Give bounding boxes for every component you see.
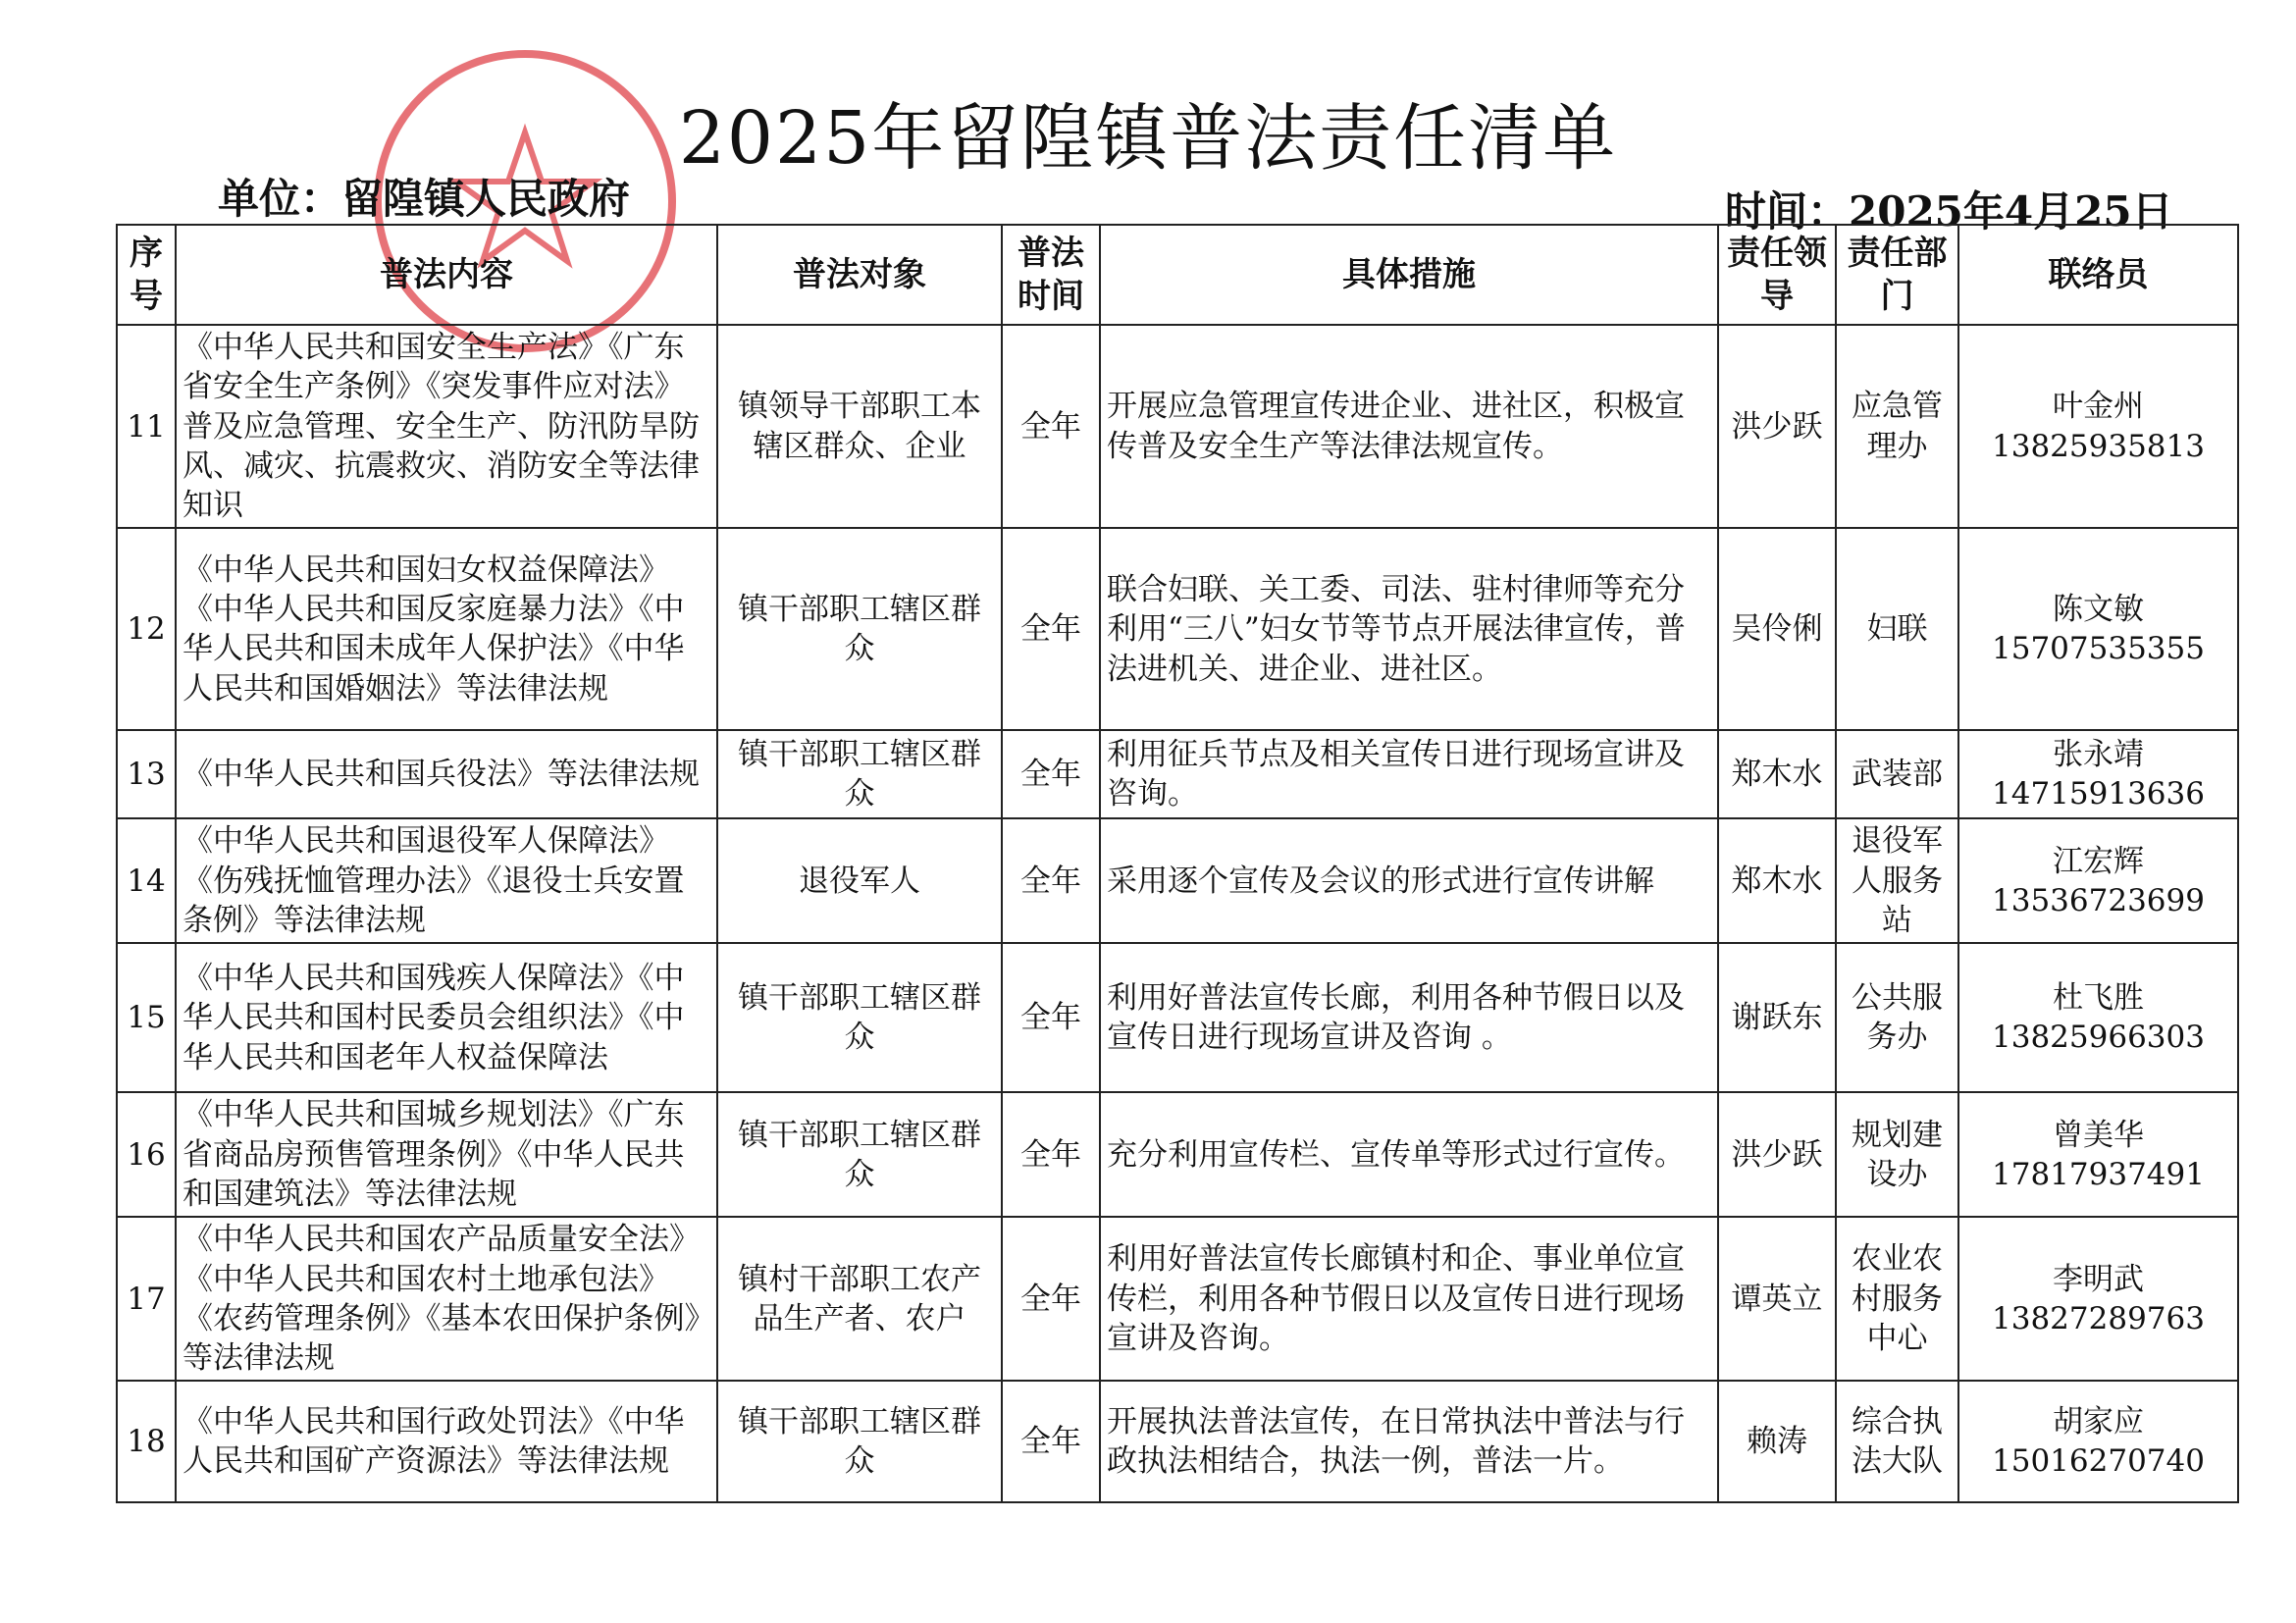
row-time: 全年 xyxy=(1002,943,1100,1092)
row-measures: 开展应急管理宣传进企业、进社区，积极宣传普及安全生产等法律法规宣传。 xyxy=(1100,325,1718,528)
row-leader: 赖涛 xyxy=(1718,1381,1836,1502)
row-contact xyxy=(1958,1217,2238,1381)
page-title: 2025年留隍镇普法责任清单 xyxy=(678,96,1618,181)
row-dept: 武装部 xyxy=(1836,730,1958,818)
contact-phone: 15016270740 xyxy=(1992,1443,2205,1480)
row-content: 《中华人民共和国妇女权益保障法》《中华人民共和国反家庭暴力法》《中华人民共和国未成年人保护法》《中华人民共和国婚姻法》等法律法规 xyxy=(176,528,717,730)
table-row xyxy=(117,1381,2238,1502)
table-row xyxy=(117,325,2238,528)
row-dept: 妇联 xyxy=(1836,528,1958,730)
row-measures: 利用好普法宣传长廊，利用各种节假日以及宣传日进行现场宣讲及咨询 。 xyxy=(1100,943,1718,1092)
row-measures: 采用逐个宣传及会议的形式进行宣传讲解 xyxy=(1100,818,1718,943)
row-seq: 12 xyxy=(117,528,176,730)
contact-phone: 13536723699 xyxy=(1992,882,2205,918)
row-leader: 洪少跃 xyxy=(1718,325,1836,528)
row-leader: 谭英立 xyxy=(1718,1217,1836,1381)
row-content: 《中华人民共和国农产品质量安全法》《中华人民共和国农村土地承包法》《农药管理条例》《基本农田保护条例》等法律法规 xyxy=(176,1217,717,1381)
responsibility-table xyxy=(116,224,2239,1503)
contact-phone: 14715913636 xyxy=(1992,776,2205,812)
row-time: 全年 xyxy=(1002,1381,1100,1502)
row-content: 《中华人民共和国退役军人保障法》《伤残抚恤管理办法》《退役士兵安置条例》等法律法规 xyxy=(176,818,717,943)
contact-name: 杜飞胜 xyxy=(2053,980,2144,1017)
row-leader: 郑木水 xyxy=(1718,818,1836,943)
row-contact xyxy=(1958,528,2238,730)
row-seq: 15 xyxy=(117,943,176,1092)
row-target: 退役军人 xyxy=(717,818,1002,943)
row-seq: 13 xyxy=(117,730,176,818)
header-target: 普法对象 xyxy=(717,225,1002,325)
row-contact xyxy=(1958,1092,2238,1217)
row-time: 全年 xyxy=(1002,818,1100,943)
row-leader: 洪少跃 xyxy=(1718,1092,1836,1217)
row-measures: 联合妇联、关工委、司法、驻村律师等充分利用“三八”妇女节等节点开展法律宣传，普法进机关、进企业、进社区。 xyxy=(1100,528,1718,730)
row-target: 镇村干部职工农产品生产者、农户 xyxy=(717,1217,1002,1381)
row-contact xyxy=(1958,730,2238,818)
row-dept: 农业农村服务中心 xyxy=(1836,1217,1958,1381)
row-target: 镇领导干部职工本辖区群众、企业 xyxy=(717,325,1002,528)
row-measures: 开展执法普法宣传，在日常执法中普法与行政执法相结合，执法一例，普法一片。 xyxy=(1100,1381,1718,1502)
table-row xyxy=(117,1217,2238,1381)
row-time: 全年 xyxy=(1002,1217,1100,1381)
header-time: 普法时间 xyxy=(1002,225,1100,325)
contact-name: 江宏辉 xyxy=(2053,843,2144,879)
row-seq: 14 xyxy=(117,818,176,943)
row-seq: 17 xyxy=(117,1217,176,1381)
table-header-row xyxy=(117,225,2238,325)
header-content: 普法内容 xyxy=(176,225,717,325)
row-seq: 18 xyxy=(117,1381,176,1502)
date-label: 时间：2025年4月25日 xyxy=(1725,187,2173,236)
row-contact xyxy=(1958,818,2238,943)
contact-name: 曾美华 xyxy=(2053,1117,2144,1153)
row-contact xyxy=(1958,1381,2238,1502)
contact-phone: 13825935813 xyxy=(1992,428,2205,464)
row-dept: 规划建设办 xyxy=(1836,1092,1958,1217)
row-dept: 退役军人服务站 xyxy=(1836,818,1958,943)
row-content: 《中华人民共和国行政处罚法》《中华人民共和国矿产资源法》等法律法规 xyxy=(176,1381,717,1502)
contact-name: 叶金州 xyxy=(2053,389,2144,425)
row-target: 镇干部职工辖区群众 xyxy=(717,730,1002,818)
row-contact xyxy=(1958,325,2238,528)
row-measures: 利用征兵节点及相关宣传日进行现场宣讲及咨询。 xyxy=(1100,730,1718,818)
contact-phone: 13825966303 xyxy=(1992,1020,2205,1056)
row-time: 全年 xyxy=(1002,528,1100,730)
row-target: 镇干部职工辖区群众 xyxy=(717,528,1002,730)
row-time: 全年 xyxy=(1002,730,1100,818)
row-dept: 公共服务办 xyxy=(1836,943,1958,1092)
row-dept: 应急管理办 xyxy=(1836,325,1958,528)
row-measures: 充分利用宣传栏、宣传单等形式过行宣传。 xyxy=(1100,1092,1718,1217)
row-time: 全年 xyxy=(1002,1092,1100,1217)
row-content: 《中华人民共和国残疾人保障法》《中华人民共和国村民委员会组织法》《中华人民共和国老年人权益保障法 xyxy=(176,943,717,1092)
header-contact: 联络员 xyxy=(1958,225,2238,325)
row-target: 镇干部职工辖区群众 xyxy=(717,1092,1002,1217)
table-row xyxy=(117,528,2238,730)
row-content: 《中华人民共和国兵役法》等法律法规 xyxy=(176,730,717,818)
contact-phone: 17817937491 xyxy=(1992,1156,2205,1192)
row-target: 镇干部职工辖区群众 xyxy=(717,943,1002,1092)
row-leader: 谢跃东 xyxy=(1718,943,1836,1092)
row-dept: 综合执法大队 xyxy=(1836,1381,1958,1502)
table-row xyxy=(117,730,2238,818)
row-contact xyxy=(1958,943,2238,1092)
contact-name: 张永靖 xyxy=(2053,737,2144,773)
row-content: 《中华人民共和国安全生产法》《广东省安全生产条例》《突发事件应对法》普及应急管理、安全生产、防汛防旱防风、减灾、抗震救灾、消防安全等法律知识 xyxy=(176,325,717,528)
header-measures: 具体措施 xyxy=(1100,225,1718,325)
contact-phone: 15707535355 xyxy=(1992,631,2205,667)
contact-name: 陈文敏 xyxy=(2053,592,2144,628)
contact-phone: 13827289763 xyxy=(1992,1300,2205,1336)
row-measures: 利用好普法宣传长廊镇村和企、事业单位宣传栏，利用各种节假日以及宣传日进行现场宣讲及咨询。 xyxy=(1100,1217,1718,1381)
row-seq: 16 xyxy=(117,1092,176,1217)
header-leader: 责任领导 xyxy=(1718,225,1836,325)
table-row xyxy=(117,1092,2238,1217)
row-leader: 郑木水 xyxy=(1718,730,1836,818)
header-dept: 责任部门 xyxy=(1836,225,1958,325)
table-row xyxy=(117,943,2238,1092)
header-seq: 序号 xyxy=(117,225,176,325)
contact-name: 胡家应 xyxy=(2053,1404,2144,1440)
row-leader: 吴伶俐 xyxy=(1718,528,1836,730)
unit-label: 单位：留隍镇人民政府 xyxy=(218,175,631,223)
row-seq: 11 xyxy=(117,325,176,528)
row-target: 镇干部职工辖区群众 xyxy=(717,1381,1002,1502)
row-content: 《中华人民共和国城乡规划法》《广东省商品房预售管理条例》《中华人民共和国建筑法》等法律法规 xyxy=(176,1092,717,1217)
contact-name: 李明武 xyxy=(2053,1261,2144,1297)
row-time: 全年 xyxy=(1002,325,1100,528)
table-row xyxy=(117,818,2238,943)
